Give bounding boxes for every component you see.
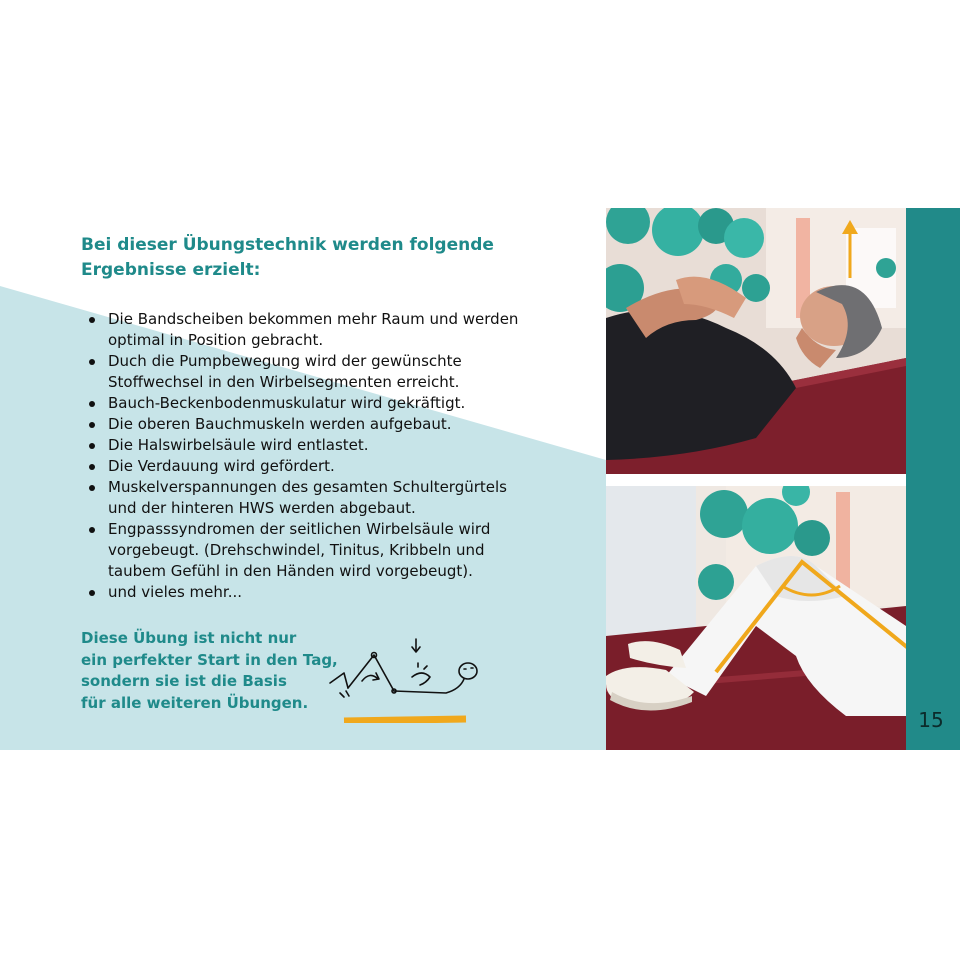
closing-statement <box>81 628 341 714</box>
list-item: Die Bandscheiben bekommen mehr Raum und werden optimal in Position gebracht. <box>88 309 528 351</box>
page-number: 15 <box>918 708 944 732</box>
list-item: Engpasssyndromen der seitlichen Wirbelsäule wird vorgebeugt. (Drehschwindel, Tinitus, Kribbeln und taubem Gefühl in den Händen wird vorgebeugt). <box>88 519 528 582</box>
list-item: Die Halswirbelsäule wird entlastet. <box>88 435 528 456</box>
list-item: Muskelverspannungen des gesamten Schultergürtels und der hinteren HWS werden abgebaut. <box>88 477 528 519</box>
closing-line: sondern sie ist die Basis <box>81 672 287 690</box>
exercise-sketch <box>326 633 486 723</box>
closing-line: für alle weiteren Übungen. <box>81 693 309 712</box>
list-item: Bauch-Beckenbodenmuskulatur wird gekräftigt. <box>88 393 528 414</box>
closing-line: Diese Übung ist nicht nur <box>81 629 297 647</box>
slide <box>0 208 960 750</box>
results-list <box>88 309 528 603</box>
side-accent-band <box>906 208 960 750</box>
bottom-photo <box>606 486 906 750</box>
page-heading: Bei dieser Übungstechnik werden folgende Ergebnisse erzielt: <box>81 235 494 280</box>
list-item: Die Verdauung wird gefördert. <box>88 456 528 477</box>
list-item: Die oberen Bauchmuskeln werden aufgebaut. <box>88 414 528 435</box>
top-photo <box>606 208 906 474</box>
list-item: und vieles mehr... <box>88 582 528 603</box>
closing-line: ein perfekter Start in den Tag, <box>81 650 338 669</box>
list-item: Duch die Pumpbewegung wird der gewünschte Stoffwechsel in den Wirbelsegmenten erreicht. <box>88 351 528 393</box>
